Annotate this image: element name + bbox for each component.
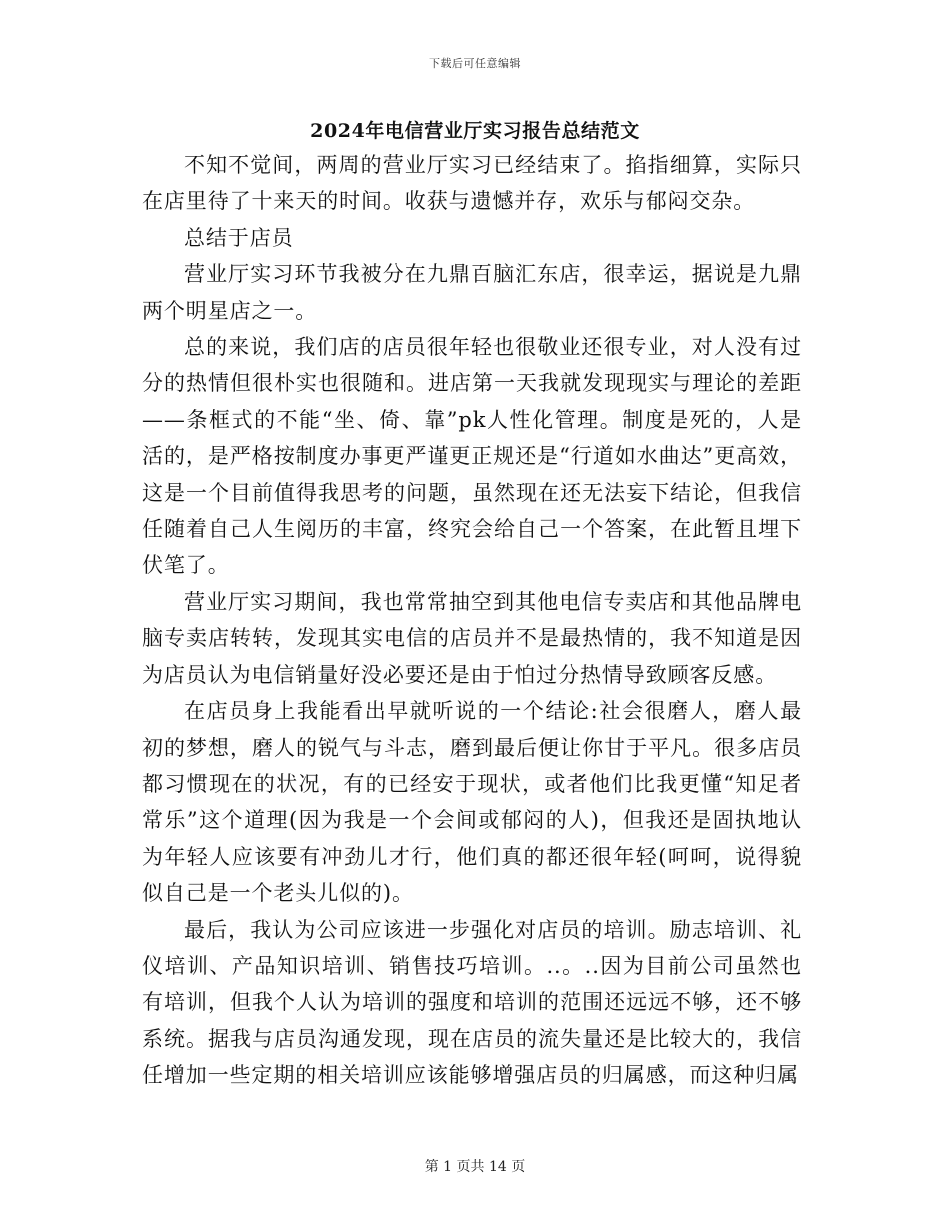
paragraph-training-suggestion: 最后，我认为公司应该进一步强化对店员的培训。励志培训、礼仪培训、产品知识培训、销售技巧培训。..。..因为目前公司虽然也有培训，但我个人认为培训的强度和培训的范围还远远不够，还不够系统。据我与店员沟通发现，现在店员的流失量还是比较大的，我信任增加一些定期的相关培训应该能够增强店员的归属感，而这种归属 [142, 917, 802, 1088]
paragraph-society-conclusion: 在店员身上我能看出早就听说的一个结论:社会很磨人，磨人最初的梦想，磨人的锐气与斗志，磨到最后便让你甘于平凡。很多店员都习惯现在的状况，有的已经安于现状，或者他们比我更懂“知足者常乐”这个道理(因为我是一个会间或郁闷的人)，但我还是固执地认为年轻人应该要有冲劲儿才行，他们真的都还很年轻(呵呵，说得貌似自己是一个老头儿似的)。 [142, 699, 802, 906]
section-heading-staff: 总结于店员 [184, 225, 294, 250]
paragraph-intro: 不知不觉间，两周的营业厅实习已经结束了。掐指细算，实际只在店里待了十来天的时间。收获与遗憾并存，欢乐与郁闷交杂。 [142, 153, 802, 214]
paragraph-other-stores: 营业厅实习期间，我也常常抽空到其他电信专卖店和其他品牌电脑专卖店转转，发现其实电信的店员并不是最热情的，我不知道是因为店员认为电信销量好没必要还是由于怕过分热情导致顾客反感。 [142, 589, 802, 687]
document-title: 2024年电信营业厅实习报告总结范文 [310, 120, 640, 142]
page-header-note: 下载后可任意编辑 [429, 57, 521, 70]
paragraph-staff-overview: 总的来说，我们店的店员很年轻也很敬业还很专业，对人没有过分的热情但很朴实也很随和。进店第一天我就发现现实与理论的差距——条框式的不能“坐、倚、靠”pk人性化管理。制度是死的，人是活的，是严格按制度办事更严谨更正规还是“行道如水曲达”更高效，这是一个目前值得我思考的问题，虽然现在还无法妄下结论，但我信任随着自己人生阅历的丰富，终究会给自己一个答案，在此暂且埋下伏笔了。 [142, 335, 802, 578]
page-number: 第 1 页共 14 页 [424, 1159, 526, 1175]
document-body [142, 147, 802, 1094]
paragraph-store-assignment: 营业厅实习环节我被分在九鼎百脑汇东店，很幸运，据说是九鼎两个明星店之一。 [142, 262, 802, 323]
